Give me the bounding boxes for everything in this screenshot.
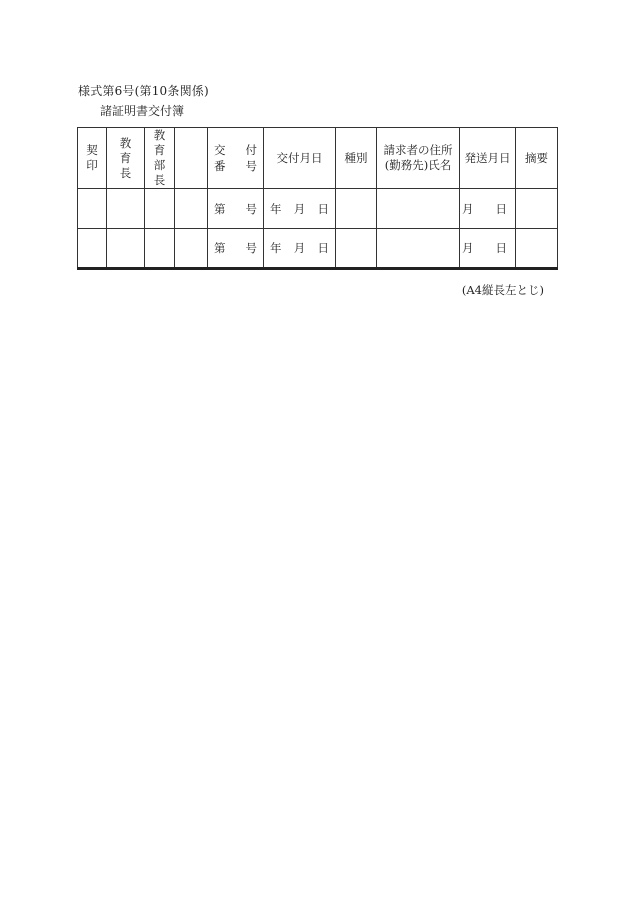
form-title: 諸証明書交付簿 bbox=[100, 104, 185, 118]
cell-issue-date: 年 月 日 bbox=[264, 189, 336, 229]
cell-superintendent bbox=[107, 189, 145, 229]
header-blank bbox=[175, 128, 208, 189]
header-requester: 請求者の住所 (勤務先)氏名 bbox=[377, 128, 460, 189]
cell-superintendent bbox=[107, 229, 145, 269]
cell-seal bbox=[78, 229, 107, 269]
cell-summary bbox=[516, 189, 558, 229]
cell-education-director bbox=[145, 229, 175, 269]
cell-requester bbox=[377, 229, 460, 269]
header-send-date: 発送月日 bbox=[460, 128, 516, 189]
header-type: 種別 bbox=[336, 128, 377, 189]
header-superintendent: 教 育 長 bbox=[107, 128, 145, 189]
cell-seal bbox=[78, 189, 107, 229]
cell-summary bbox=[516, 229, 558, 269]
cell-send-date: 月 日 bbox=[460, 229, 516, 269]
certificate-register-table bbox=[77, 127, 558, 270]
cell-type bbox=[336, 229, 377, 269]
table-row bbox=[78, 229, 558, 269]
cell-blank bbox=[175, 229, 208, 269]
table-row bbox=[78, 189, 558, 229]
cell-issue-date: 年 月 日 bbox=[264, 229, 336, 269]
cell-requester bbox=[377, 189, 460, 229]
header-seal: 契 印 bbox=[78, 128, 107, 189]
form-number: 様式第6号(第10条関係) bbox=[78, 84, 209, 98]
binding-note: (A4縦長左とじ) bbox=[461, 283, 544, 297]
cell-issue-number: 第 号 bbox=[208, 189, 264, 229]
header-education-director: 教 育 部 長 bbox=[145, 128, 175, 189]
cell-education-director bbox=[145, 189, 175, 229]
header-summary: 摘要 bbox=[516, 128, 558, 189]
cell-blank bbox=[175, 189, 208, 229]
header-issue-date: 交付月日 bbox=[264, 128, 336, 189]
header-row bbox=[78, 128, 558, 189]
cell-issue-number: 第 号 bbox=[208, 229, 264, 269]
header-issue-number: 交 付 番 号 bbox=[208, 128, 264, 189]
cell-type bbox=[336, 189, 377, 229]
cell-send-date: 月 日 bbox=[460, 189, 516, 229]
